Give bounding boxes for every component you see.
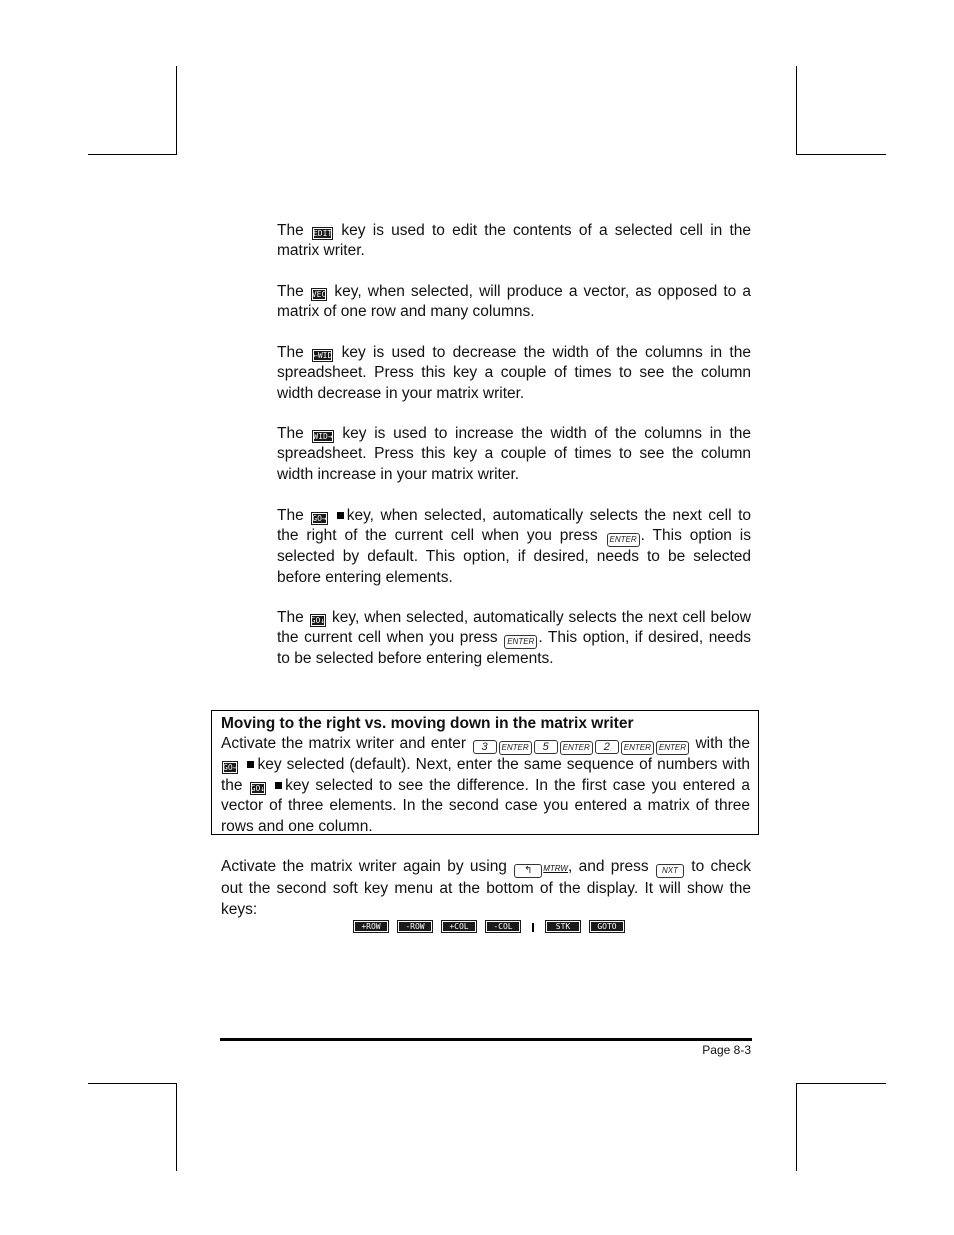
enter-key-icon: ENTER xyxy=(621,741,654,755)
paragraph-go-right xyxy=(277,506,751,588)
go-right-softkey-icon: GO→ xyxy=(223,763,238,773)
text: The xyxy=(277,344,304,361)
crop-mark xyxy=(88,154,177,155)
nxt-key-icon: NXT xyxy=(656,864,684,878)
wid-increase-softkey-icon: WID→ xyxy=(313,432,333,441)
text: Activate the matrix writer and enter xyxy=(221,735,467,753)
crop-mark xyxy=(176,66,177,154)
crop-mark xyxy=(796,1083,797,1171)
note-box xyxy=(211,710,759,835)
crop-mark xyxy=(796,154,886,155)
enter-key-icon: ENTER xyxy=(560,741,593,755)
enter-key-icon: ENTER xyxy=(607,533,640,547)
add-col-softkey-icon: +COL xyxy=(441,920,477,933)
mtrw-label: MTRW xyxy=(543,864,568,873)
text: with the xyxy=(695,735,751,753)
remove-col-softkey-icon: -COL xyxy=(485,920,521,933)
text: key is used to decrease the width of the columns in the spreadsheet. Press this key a couple of times to see the column width decrease in your matrix writer. xyxy=(277,344,751,402)
selected-indicator-icon xyxy=(337,512,344,519)
key-3-icon: 3 xyxy=(473,740,497,754)
text: key selected (default). Next, enter the same sequence of numbers with the xyxy=(221,756,750,794)
text: The xyxy=(277,222,304,239)
selected-indicator-icon xyxy=(247,761,254,768)
go-right-softkey-icon: GO→ xyxy=(312,514,327,523)
text: , and press xyxy=(567,858,649,875)
paragraph-vec xyxy=(277,282,751,323)
text: . This option, if desired, needs to be selected before entering elements. xyxy=(277,629,751,668)
crop-mark xyxy=(176,1083,177,1171)
paragraph-wid-increase xyxy=(277,424,751,485)
text: The xyxy=(277,283,304,300)
enter-key-icon: ENTER xyxy=(499,741,532,755)
text: to check out the second soft key menu at the bottom of the display. It will show the keys: xyxy=(221,858,752,918)
go-down-softkey-icon: GO↓ xyxy=(250,783,266,793)
note-title: Moving to the right vs. moving down in the matrix writer xyxy=(221,715,634,732)
stk-softkey-icon: STK xyxy=(545,920,581,933)
enter-key-icon: ENTER xyxy=(656,741,689,755)
text: The xyxy=(277,609,304,626)
left-shift-key-icon: ↰ xyxy=(514,864,542,878)
wid-decrease-softkey-icon: ←WID xyxy=(313,351,333,360)
selected-indicator-icon xyxy=(275,782,282,789)
go-down-softkey-icon: GO↓ xyxy=(310,616,326,625)
crop-mark xyxy=(796,1083,886,1084)
text: key, when selected, automatically selects the next cell to the right of the current cell when you press xyxy=(277,507,751,545)
remove-row-softkey-icon: -ROW xyxy=(397,920,433,933)
text: The xyxy=(277,507,304,524)
key-5-icon: 5 xyxy=(534,740,558,754)
separator xyxy=(532,923,534,932)
text: . This option is selected by default. This option, if desired, needs to be selected before entering elements. xyxy=(277,527,752,586)
text: The xyxy=(277,425,304,442)
goto-softkey-icon: GOTO xyxy=(589,920,625,933)
paragraph-edit xyxy=(277,221,751,262)
text: key selected to see the difference. In the first case you entered a vector of three elements. In the second case you entered a matrix of three rows and one column. xyxy=(221,776,750,835)
text: key is used to increase the width of the columns in the spreadsheet. Press this key a couple of times to see the column width increase in your matrix writer. xyxy=(277,425,752,483)
softkey-menu xyxy=(352,920,626,933)
crop-mark xyxy=(796,66,797,154)
key-2-icon: 2 xyxy=(595,740,619,754)
paragraph-wid-decrease xyxy=(277,343,751,404)
add-row-softkey-icon: +ROW xyxy=(353,920,389,933)
paragraph-activate-again xyxy=(221,857,751,920)
paragraph-go-down xyxy=(277,608,751,670)
page-number: Page 8-3 xyxy=(702,1043,751,1057)
text: key, when selected, automatically selects the next cell below the current cell when you press xyxy=(277,609,751,647)
edit-softkey-icon: EDIT xyxy=(312,229,333,238)
footer-rule xyxy=(220,1038,752,1041)
note-body xyxy=(221,734,750,837)
text: Activate the matrix writer again by using xyxy=(221,858,507,875)
enter-key-icon: ENTER xyxy=(504,635,537,649)
vec-softkey-icon: VEC xyxy=(311,290,327,299)
text: key is used to edit the contents of a selected cell in the matrix writer. xyxy=(277,222,752,260)
crop-mark xyxy=(88,1083,177,1084)
text: key, when selected, will produce a vector, as opposed to a matrix of one row and many columns. xyxy=(277,283,751,321)
